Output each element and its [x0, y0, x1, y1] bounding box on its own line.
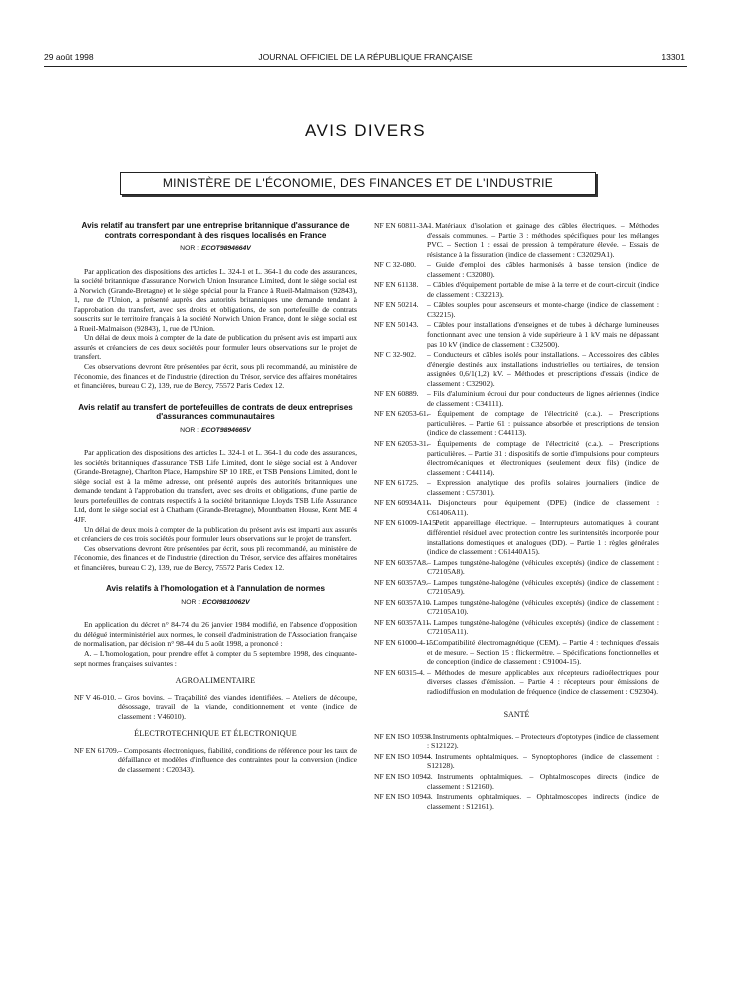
paragraph: A. – L'homologation, pour prendre effet à compter du 5 septembre 1998, des cinquante-sept normes françaises suivantes : [74, 649, 357, 668]
standard-entry [374, 320, 659, 349]
standard-text: – Câbles souples pour ascenseurs et monte-charge (indice de classement : C32215). [427, 300, 659, 319]
standard-text: – Composants électroniques, fiabilité, conditions de référence pour les taux de défaillance et modèles d'influence des contraintes pour la conversion (indice de classement : C20343). [118, 745, 357, 774]
category-heading: AGROALIMENTAIRE [175, 676, 256, 686]
standard-entry [374, 618, 659, 637]
standard-entry [74, 746, 357, 775]
section-title: Avis relatif au transfert par une entreprise britannique d'assurance de contrats correspondant à des risques localisés en France [81, 221, 350, 240]
standard-code: NF EN ISO 10938. [374, 731, 433, 741]
paragraph: Ces observations devront être présentées par écrit, sous pli recommandé, au ministère de l'économie, des finances et de l'industrie (direction du Trésor, service des affaires monétaires et financières, bureau C 2), 139, rue de Bercy, 75572 Paris Cedex 12. [74, 362, 357, 391]
standard-text: – Instruments ophtalmiques. – Synoptophores (indice de classement : S12128). [427, 751, 659, 771]
nor-reference: NOR : ECOT9894664V [180, 245, 251, 252]
standard-text: – Disjoncteurs pour équipement (DPE) (indice de classement : C61406A11). [427, 498, 659, 517]
standard-text: – Instruments ophtalmiques. – Ophtalmoscopes indirects (indice de classement : S12161). [427, 792, 659, 811]
standard-entry [74, 693, 357, 722]
standard-code: NF EN 61725. [374, 478, 419, 488]
paragraph: En application du décret n° 84-74 du 26 janvier 1984 modifié, en l'absence d'opposition du délégué interministériel aux normes, le conseil d'administration de l'Association française de normalisation, par décision n° 98-44 du 5 août 1998, a prononcé : [74, 620, 357, 649]
standard-entry [374, 350, 659, 388]
standard-code: NF EN 60357A9. [374, 577, 428, 587]
standard-text: – Matériaux d'isolation et gainage des câbles électriques. – Méthodes d'essais communes. – Partie 3 : méthodes spécifiques pour les mélanges PVC. – Section 1 : essai de pression à température élevée. – Essais de résistance à la fissuration (indice de classement : C32029A1). [427, 221, 659, 259]
standard-code: NF EN 62053-31. [374, 439, 429, 449]
standard-text: – Méthodes de mesure applicables aux récepteurs radioélectriques pour diverses classes d'émission. – Partie 4 : récepteurs pour émissions de radiodiffusion en modulation de fréquence (indice de classement : C92304). [427, 667, 659, 696]
journal-name: JOURNAL OFFICIEL DE LA RÉPUBLIQUE FRANÇAISE [258, 52, 473, 62]
standard-text: – Câbles d'équipement portable de mise à la terre et de court-circuit (indice de classement : C32213). [427, 280, 659, 299]
paragraph: Un délai de deux mois à compter de la publication du présent avis est imparti aux assurés et créanciers de ces trois sociétés pour formuler leurs observations sur le projet de transfert. [74, 524, 357, 544]
standard-entry [374, 439, 659, 477]
standard-code: NF EN 60357A11. [374, 617, 432, 627]
standard-code: NF V 46-010. [74, 692, 117, 702]
standard-entry [374, 772, 659, 791]
standard-code: NF EN 60315-4. [374, 667, 425, 677]
standard-entry [374, 598, 659, 617]
standard-text: – Câbles pour installations d'enseignes et de tubes à décharge lumineuses fonctionnant avec une tension à vide supérieure à 1 kV mais ne dépassant pas 10 kV (indice de classement : C32500). [427, 320, 659, 349]
standard-code: NF EN ISO 10943. [374, 792, 433, 802]
standard-code: NF C 32-902. [374, 350, 416, 360]
standard-text: – Petit appareillage électrique. – Interrupteurs automatiques à courant différentiel résiduel avec protection contre les surintensités incorporée pour installations domestiques et analogues (DD). – Partie 1 : règles générales (indice de classement : C61440A15). [427, 518, 659, 557]
standard-text: – Équipement de comptage de l'électricité (c.a.). – Prescriptions particulières. – Partie 61 : puissance absorbée et prescriptions de tension (indice de classement : C44113). [427, 409, 659, 438]
standard-text: – Instruments ophtalmiques. – Protecteurs d'optotypes (indice de classement : S12122). [427, 731, 659, 751]
standard-text: – Fils d'aluminium écroui dur pour conducteurs de lignes aériennes (indice de classement : C34111). [427, 389, 659, 408]
standard-code: NF EN 50214. [374, 300, 419, 310]
standard-code: NF EN 60934A11. [374, 498, 432, 508]
standard-text: – Gros bovins. – Traçabilité des viandes identifiées. – Ateliers de découpe, désossage, travail de la viande, conditionnement et vente (indice de classement : V46010). [118, 692, 357, 721]
standard-entry [374, 638, 659, 667]
standard-text: – Guide d'emploi des câbles harmonisés à basse tension (indice de classement : C32080). [427, 260, 659, 279]
nor-reference: NOR : ECOT9894665V [180, 426, 251, 434]
page-header [0, 52, 731, 66]
section-title: Avis relatifs à l'homologation et à l'annulation de normes [106, 584, 325, 594]
standard-text: – Équipements de comptage de l'électricité (c.a.). – Prescriptions particulières. – Partie 31 : dispositifs de sortie d'impulsions pour compteurs électromécaniques et électroniques (seulement deux fils) (indice de classement : C44114). [427, 439, 659, 477]
standard-code: NF EN 62053-61. [374, 409, 429, 419]
standard-entry [374, 498, 659, 517]
category-heading: ÉLECTROTECHNIQUE ET ÉLECTRONIQUE [134, 729, 297, 739]
standard-text: – Lampes tungstène-halogène (véhicules exceptés) (indice de classement : C72105A9). [427, 577, 659, 597]
standard-entry [374, 732, 659, 751]
standard-code: NF EN 60357A10. [374, 597, 432, 607]
standard-entry [374, 221, 659, 259]
page-title: AVIS DIVERS [305, 121, 426, 140]
standard-text: – Instruments ophtalmiques. – Ophtalmoscopes directs (indice de classement : S12160). [427, 771, 659, 791]
standard-code: NF EN 61000-4-15. [374, 637, 435, 647]
section-title: Avis relatif au transfert de portefeuilles de contrats de deux entreprises d'assurances communautaires [78, 402, 353, 422]
standard-entry [374, 578, 659, 597]
page-number: 13301 [661, 52, 685, 62]
sante-standards-list [374, 732, 659, 811]
category-heading: SANTÉ [503, 710, 530, 720]
left-column [74, 221, 357, 775]
paragraph: Par application des dispositions des articles L. 324-1 et L. 364-1 du code des assurances, les sociétés britanniques d'assurance TSB Life Limited, dont le siège social est à Andover (Grande-Bretagne), Charlton Place, Hampshire SP 10 1RE, et TSB Pensions Limited, dont le siège social est à la même adresse, ont présenté auprès des autorités britanniques une demande tendant à l'approbation du transfert, avec ses droits et obligations, d'une partie de leurs portefeuilles de contrats respectifs à la société britannique Lloyds TSB Life Assurance Ltd, dont le siège social est à Chatham (Grande-Bretagne), Mountbatten House, Kent ME 4 4JF. [74, 448, 357, 525]
standard-entry [374, 389, 659, 408]
standard-code: NF EN 60357A8. [374, 557, 428, 567]
header-rule [44, 66, 687, 67]
standard-code: NF EN 60811-3A1. [374, 221, 434, 230]
standard-entry [374, 518, 659, 556]
standard-entry [374, 260, 659, 279]
nor-reference: NOR : ECOI9810062V [181, 598, 250, 606]
standard-code: NF EN 60889. [374, 389, 419, 399]
standard-entry [374, 409, 659, 438]
standard-text: – Conducteurs et câbles isolés pour installations. – Accessoires des câbles d'énergie destinés aux installations industrielles ou tertiaires, de tension assignées 0,6/1(1,2) kV. – Méthodes et prescriptions d'essais (indice de classement : C32902). [427, 350, 659, 388]
standard-code: NF EN 50143. [374, 320, 419, 330]
standard-entry [374, 792, 659, 811]
standard-code: NF EN ISO 10944. [374, 751, 433, 761]
paragraph: Ces observations devront être présentées par écrit, sous pli recommandé, au ministère de l'économie, des finances et de l'industrie (direction du Trésor, service des affaires monétaires et financières, bureau C 2), 139, rue de Bercy, 75572 Paris Cedex 12. [74, 543, 357, 572]
ministry-banner: MINISTÈRE DE L'ÉCONOMIE, DES FINANCES ET DE L'INDUSTRIE [120, 172, 596, 195]
standard-code: NF C 32-080. [374, 260, 416, 270]
standard-code: NF EN 61009-1A15. [374, 518, 438, 528]
standard-entry [374, 280, 659, 299]
standards-list [374, 221, 659, 696]
standard-text: – Lampes tungstène-halogène (véhicules exceptés) (indice de classement : C72105A11). [427, 617, 659, 637]
standard-text: – Expression analytique des profils solaires journaliers (indice de classement : C57301). [427, 478, 659, 497]
standard-entry [374, 300, 659, 319]
standard-text: – Lampes tungstène-halogène (véhicules exceptés) (indice de classement : C72105A10). [427, 597, 659, 617]
standard-code: NF EN ISO 10942. [374, 771, 433, 781]
standard-code: NF EN 61138. [374, 280, 419, 290]
standard-entry [374, 478, 659, 497]
paragraph: Par application des dispositions des articles L. 324-1 et L. 364-1 du code des assurances, la société britannique d'assurance Norwich Union Insurance Limited, dont le siège social est à Norwich (Grande-Bretagne) et le siège spécial pour la France à Rueil-Malmaison (92843), 1, rue de l'Union, a présenté auprès des autorités britanniques une demande tendant à l'approbation du transfert, avec ses droits et obligations, de son portefeuille de contrats souscrits sur le territoire français à la société Norwich Union France, dont le siège social est à Rueil-Malmaison (92843), 1, rue de l'Union. [74, 266, 357, 333]
standard-entry [374, 752, 659, 771]
issue-date: 29 août 1998 [44, 52, 94, 62]
standard-text: – Compatibilité électromagnétique (CEM). – Partie 4 : techniques d'essais et de mesure. – Section 15 : flickermètre. – Spécifications fonctionnelles et de conception (indice de classement : C91004-15). [427, 637, 659, 667]
standard-text: – Lampes tungstène-halogène (véhicules exceptés) (indice de classement : C72105A8). [427, 557, 659, 577]
standard-entry [374, 558, 659, 577]
paragraph: Un délai de deux mois à compter de la date de publication du présent avis est imparti aux assurés et créanciers de ces deux sociétés pour formuler leurs observations sur le projet de transfert. [74, 333, 357, 362]
right-column [374, 221, 659, 812]
standard-code: NF EN 61709. [74, 745, 119, 755]
standard-entry [374, 668, 659, 697]
